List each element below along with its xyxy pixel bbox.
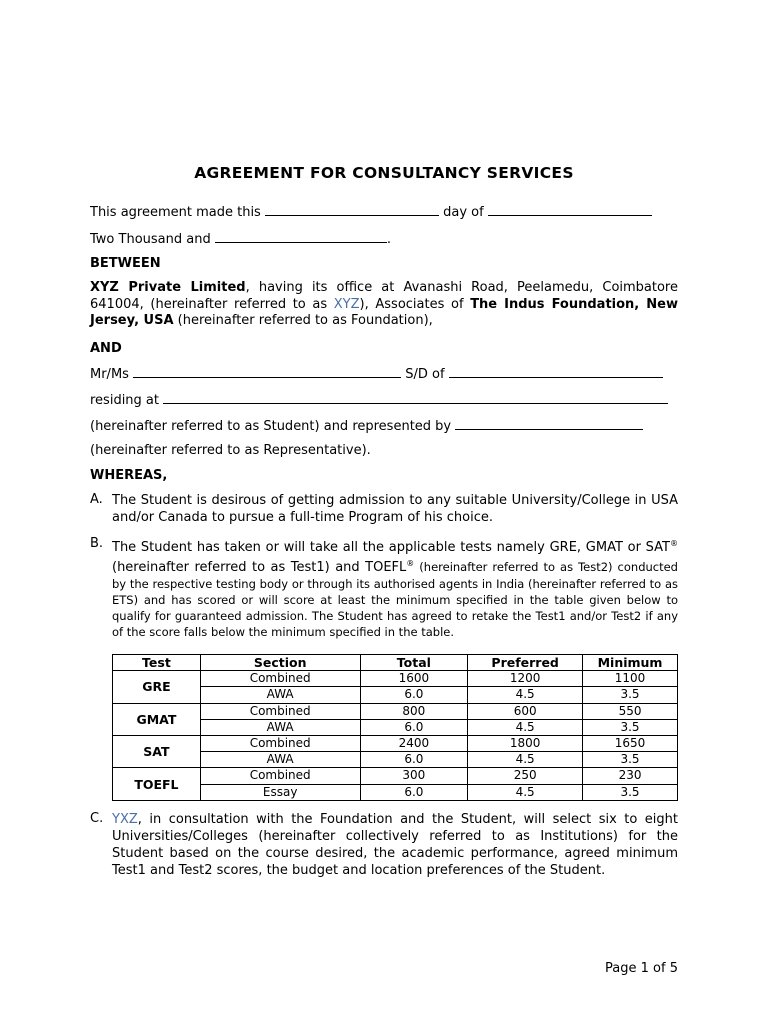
test-name: SAT [113, 735, 201, 767]
clause-c-abbr: YXZ [112, 812, 138, 827]
page-number: Page 1 of 5 [605, 961, 678, 976]
minimum-cell: 3.5 [583, 752, 678, 768]
table-row [113, 703, 678, 719]
preferred-cell: 4.5 [468, 687, 583, 703]
minimum-cell: 3.5 [583, 687, 678, 703]
month-blank [488, 203, 652, 216]
test-name: GRE [113, 671, 201, 703]
company-abbr: XYZ [333, 296, 360, 312]
scores-table [112, 654, 678, 801]
total-cell: 6.0 [360, 752, 468, 768]
party1-paragraph: XYZ Private Limited, having its office at Avanashi Road, Peelamedu, Coimbatore 641004, (hereinafter referred to as XYZ), Associates of The Indus Foundation, New Jersey, USA (hereinafter referred to as Foundation), [90, 280, 678, 328]
header-preferred: Preferred [468, 655, 583, 671]
representative-blank [455, 417, 643, 430]
table-row [113, 735, 678, 751]
and-heading: AND [90, 341, 122, 356]
year-line: Two Thousand and . [90, 232, 391, 247]
representative-ref-line: (hereinafter referred to as Representative). [90, 443, 371, 458]
clause-b-label: B. [90, 536, 104, 551]
total-cell: 6.0 [360, 687, 468, 703]
foundation-name: The Indus Foundation, New Jersey, USA [90, 296, 678, 328]
clause-a-text: The Student is desirous of getting admission to any suitable University/College in USA and/or Canada to pursue a full-time Program of his choice. [112, 493, 678, 525]
parent-name-blank [449, 365, 663, 378]
header-test: Test [113, 655, 201, 671]
year-blank [215, 230, 387, 243]
total-cell: 2400 [360, 735, 468, 751]
section-cell: Combined [200, 735, 360, 751]
student-name-line: Mr/Ms S/D of [90, 365, 678, 382]
preferred-cell: 4.5 [468, 752, 583, 768]
header-section: Section [200, 655, 360, 671]
section-cell: AWA [200, 687, 360, 703]
between-heading: BETWEEN [90, 256, 161, 271]
total-cell: 1600 [360, 671, 468, 687]
whereas-heading: WHEREAS, [90, 468, 168, 483]
table-header-row [113, 655, 678, 671]
preferred-cell: 600 [468, 703, 583, 719]
section-cell: AWA [200, 719, 360, 735]
clause-c-text: YXZ, in consultation with the Foundation and the Student, will select six to eight Universities/Colleges (hereinafter collectively referred to as Institutions) for the Student based on the course desired, the academic performance, agreed minimum Test1 and Test2 scores, the budget and location preferences of the Student. [112, 812, 678, 878]
minimum-cell: 550 [583, 703, 678, 719]
document-title: AGREEMENT FOR CONSULTANCY SERVICES [194, 164, 574, 182]
table-row [113, 671, 678, 687]
residing-line: residing at [90, 391, 678, 408]
preferred-cell: 250 [468, 768, 583, 784]
minimum-cell: 3.5 [583, 719, 678, 735]
clause-c-label: C. [90, 811, 104, 826]
total-cell: 6.0 [360, 719, 468, 735]
test-name: TOEFL [113, 768, 201, 800]
student-ref-line: (hereinafter referred to as Student) and represented by [90, 417, 678, 434]
total-cell: 6.0 [360, 784, 468, 800]
agreement-date-line: This agreement made this day of [90, 203, 678, 220]
minimum-cell: 1100 [583, 671, 678, 687]
section-cell: Combined [200, 703, 360, 719]
header-total: Total [360, 655, 468, 671]
minimum-cell: 230 [583, 768, 678, 784]
section-cell: AWA [200, 752, 360, 768]
student-name-blank [133, 365, 401, 378]
section-cell: Combined [200, 768, 360, 784]
preferred-cell: 4.5 [468, 784, 583, 800]
header-minimum: Minimum [583, 655, 678, 671]
preferred-cell: 1200 [468, 671, 583, 687]
preferred-cell: 1800 [468, 735, 583, 751]
day-blank [265, 203, 439, 216]
clause-b-text: The Student has taken or will take all the applicable tests namely GRE, GMAT or SAT® (hereinafter referred to as Test1) and TOEFL® (hereinafter referred to as Test2) conducted by the respective testing body or through its authorised agents in India (hereinafter referred to as ETS) and has scored or will score at least the minimum specified in the table given below to qualify for guaranteed admission. The Student has agreed to retake the Test1 and/or Test2 if any of the score falls below the minimum specified in the table. [112, 539, 678, 639]
minimum-cell: 3.5 [583, 784, 678, 800]
section-cell: Combined [200, 671, 360, 687]
section-cell: Essay [200, 784, 360, 800]
address-blank [163, 391, 668, 404]
preferred-cell: 4.5 [468, 719, 583, 735]
total-cell: 800 [360, 703, 468, 719]
total-cell: 300 [360, 768, 468, 784]
clause-a-label: A. [90, 492, 103, 507]
table-row [113, 768, 678, 784]
minimum-cell: 1650 [583, 735, 678, 751]
test-name: GMAT [113, 703, 201, 735]
company-name: XYZ Private Limited [90, 280, 246, 295]
